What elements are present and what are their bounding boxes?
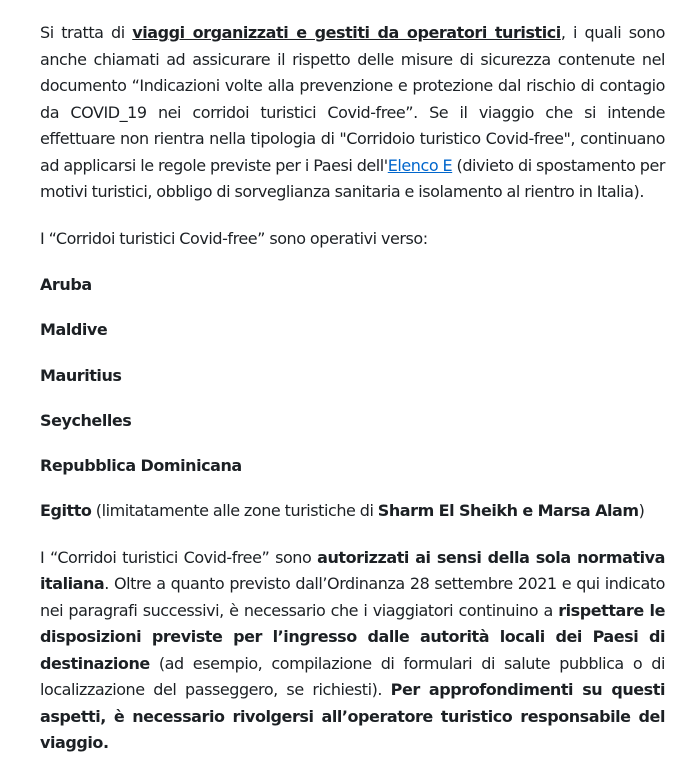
egypt-paragraph xyxy=(40,498,665,525)
country-maldive: Maldive xyxy=(40,320,108,340)
country-mauritius: Mauritius xyxy=(40,365,122,385)
auth-text-1: I “Corridoi turistici Covid-free” sono xyxy=(40,547,318,567)
auth-text-3: (ad esempio, compilazione di formulari di salute pubblica o di localizzazione del passeggero, se richiesti). xyxy=(40,653,665,700)
intro-body: , i quali sono anche chiamati ad assicurare il rispetto delle misure di sicurezza contenute nel documento “Indicazioni volte alla prevenzione e protezione dal rischio di contagio da COVID_19 nei corridoi turistici Covid-free”. Se il viaggio che si intende effettuare non rientra nella tipologia di "Corridoio turistico Covid-free", continuano ad applicarsi le regole previste per i Paesi dell' xyxy=(40,23,665,175)
egypt-zones: Sharm El Sheikh e Marsa Alam xyxy=(377,501,639,521)
egypt-note: (limitatamente alle zone turistiche di xyxy=(91,501,378,521)
auth-bold-2: rispettare le disposizioni previste per l’ingresso dalle autorità locali dei Paesi di destinazione xyxy=(40,600,665,673)
country-egypt: Egitto xyxy=(40,501,92,521)
country-aruba: Aruba xyxy=(40,275,92,294)
intro-emphasis: viaggi organizzati e gestiti da operatori turistici xyxy=(132,23,561,42)
auth-bold-1: autorizzati ai sensi della sola normativa italiana xyxy=(40,547,666,594)
auth-text-2: . Oltre a quanto previsto dall’Ordinanza 28 settembre 2021 e qui indicato nei paragrafi successivi, è necessario che i viaggiatori continuino a xyxy=(40,574,665,620)
egypt-note-end: ) xyxy=(638,501,645,521)
intro-suffix: (divieto di spostamento per motivi turistici, obbligo di sorveglianza sanitaria e isolamento al rientro in Italia). xyxy=(40,155,666,201)
intro-paragraph xyxy=(40,20,665,206)
operational-lead: I “Corridoi turistici Covid-free” sono operativi verso: xyxy=(40,228,428,248)
elenco-e-link[interactable]: Elenco E xyxy=(387,155,453,175)
authorization-paragraph xyxy=(40,545,665,757)
country-seychelles: Seychelles xyxy=(40,410,132,430)
country-dominican-republic: Repubblica Dominicana xyxy=(40,456,242,476)
intro-prefix: Si tratta di xyxy=(40,23,133,42)
auth-bold-3: Per approfondimenti su questi aspetti, è necessario rivolgersi all’operatore turistico responsabile del viaggio. xyxy=(40,680,665,753)
